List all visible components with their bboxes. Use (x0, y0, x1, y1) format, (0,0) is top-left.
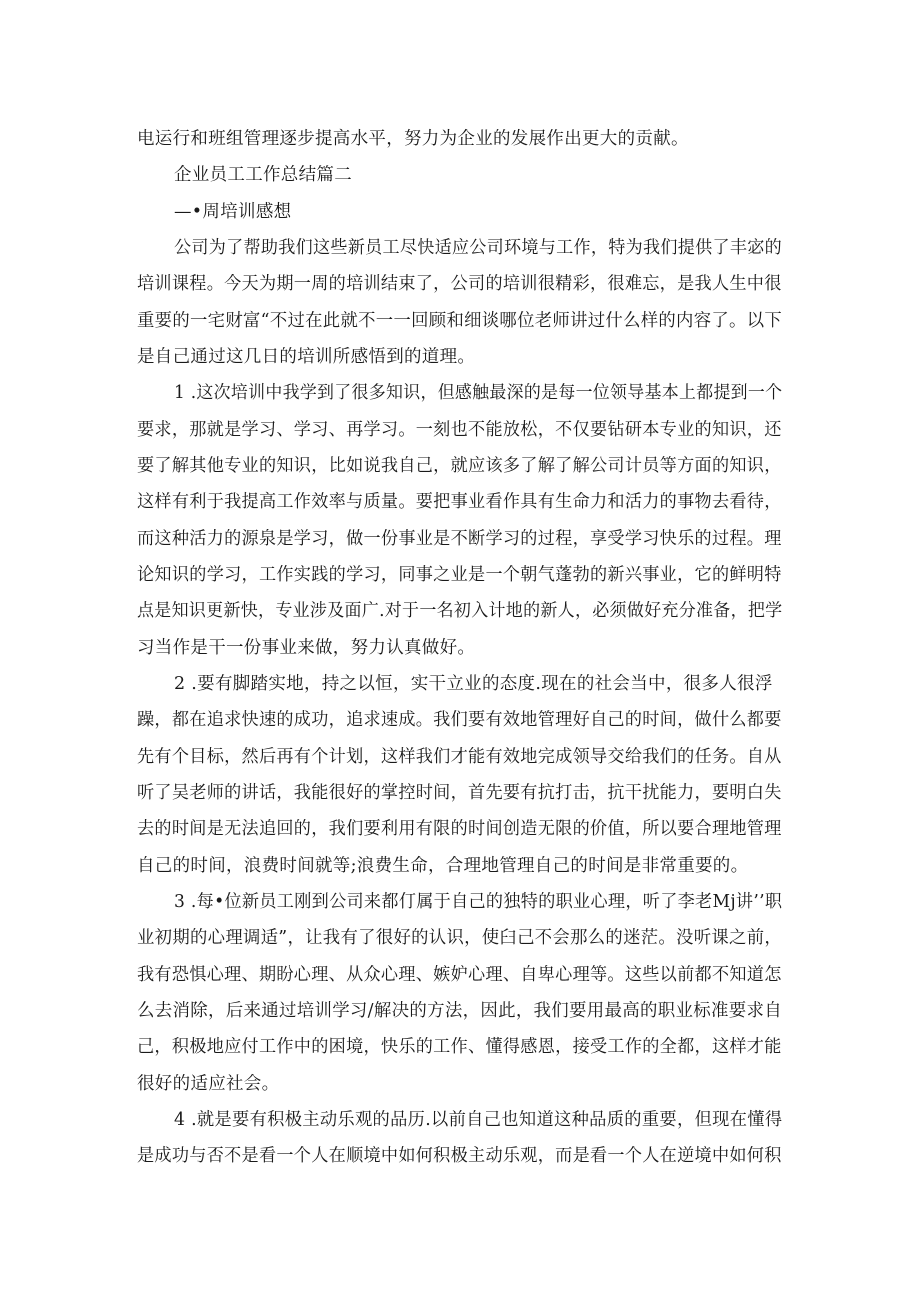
subsection-heading: —•周培训感想 (174, 202, 292, 222)
text-line: 要求，那就是学习、学习、再学习。一刻也不能放松，不仅要钻研本专业的知识，还 (137, 420, 782, 440)
text-line: 重要的一宅财富“不过在此就不一一回顾和细谈哪位老师讲过什么样的内容了。以下 (137, 311, 783, 331)
text-line: 是成功与否不是看一个人在顺境中如何积极主动乐观，而是看一个人在逆境中如何积 (137, 1146, 782, 1166)
text-line: 很好的适应社会。 (137, 1074, 280, 1094)
text-line: 己，积极地应付工作中的困境，快乐的工作、懂得感恩，接受工作的全都，这样才能 (137, 1037, 782, 1057)
text-line: 这样有利于我提高工作效率与质量。要把事业看作具有生命力和活力的事物去看待， (137, 492, 782, 512)
text-line: 而这种活力的源泉是学习，做一份事业是不断学习的过程，享受学习快乐的过程。理 (137, 529, 782, 549)
list-item-2: 2 .要有脚踏实地，持之以恒，实干立业的态度.现在的社会当中，很多人很浮 (174, 674, 773, 694)
list-item-4: 4 .就是要有积极主动乐观的品历.以前自己也知道这种品质的重要，但现在懂得 (174, 1110, 783, 1130)
text-line: 听了吴老师的讲话，我能很好的掌控时间，首先要有抗打击，抗干扰能力，要明白失 (137, 783, 782, 803)
list-item-1: 1 .这次培训中我学到了很多知识，但感触最深的是每一位领导基本上都提到一个 (174, 383, 783, 403)
text-line: 去的时间是无法追回的，我们要利用有限的时间创造无限的价值，所以要合理地管理 (137, 819, 782, 839)
text-line: 培训课程。今天为期一周的培训结束了，公司的培训很精彩，很难忘，是我人生中很 (137, 274, 782, 294)
text-line: 电运行和班组管理逐步提高水平，努力为企业的发展作出更大的贡献。 (137, 129, 689, 149)
text-line: 论知识的学习，工作实践的学习，同事之业是一个朝气蓬勃的新兴事业，它的鲜明特 (137, 565, 782, 585)
text-line: 业初期的心理调适”，让我有了很好的认识，使臼己不会那么的迷茫。没听课之前， (137, 928, 783, 948)
text-line: 点是知识更新快，专业涉及面广.对于一名初入计地的新人，必须做好充分准备，把学 (137, 601, 783, 621)
text-line: 先有个目标，然后再有个计划，这样我们才能有效地完成领导交给我们的任务。自从 (137, 747, 782, 767)
section-heading: 企业员工工作总结篇二 (174, 165, 352, 185)
text-line: 是自己通过这几日的培训所感悟到的道理。 (137, 347, 476, 367)
text-line: 公司为了帮助我们这些新员工尽快适应公司环境与工作，特为我们提供了丰宓的 (174, 238, 782, 258)
text-line: 我有恐惧心理、期盼心理、从众心理、嫉妒心理、自卑心理等。这些以前都不知道怎 (137, 965, 782, 985)
text-line: 习当作是干一份事业来做，努力认真做好。 (137, 638, 476, 658)
text-line: 么去消除，后来通过培训学习/解决的方法，因此，我们要用最高的职业标准要求自 (137, 1001, 782, 1021)
text-line: 自己的时间，浪费时间就等;浪费生命，合理地管理自己的时间是非常重要的。 (137, 856, 749, 876)
text-line: 要了解其他专业的知识，比如说我自己，就应该多了解了解公司计员等方面的知识， (137, 456, 782, 476)
text-line: 躁，都在追求快速的成功，追求速成。我们要有效地管理好自己的时间，做什么都要 (137, 710, 782, 730)
list-item-3: 3 .每•位新员工刚到公司来都仃属于自己的独特的职业心理，听了李老Mj讲’’职 (174, 892, 783, 912)
